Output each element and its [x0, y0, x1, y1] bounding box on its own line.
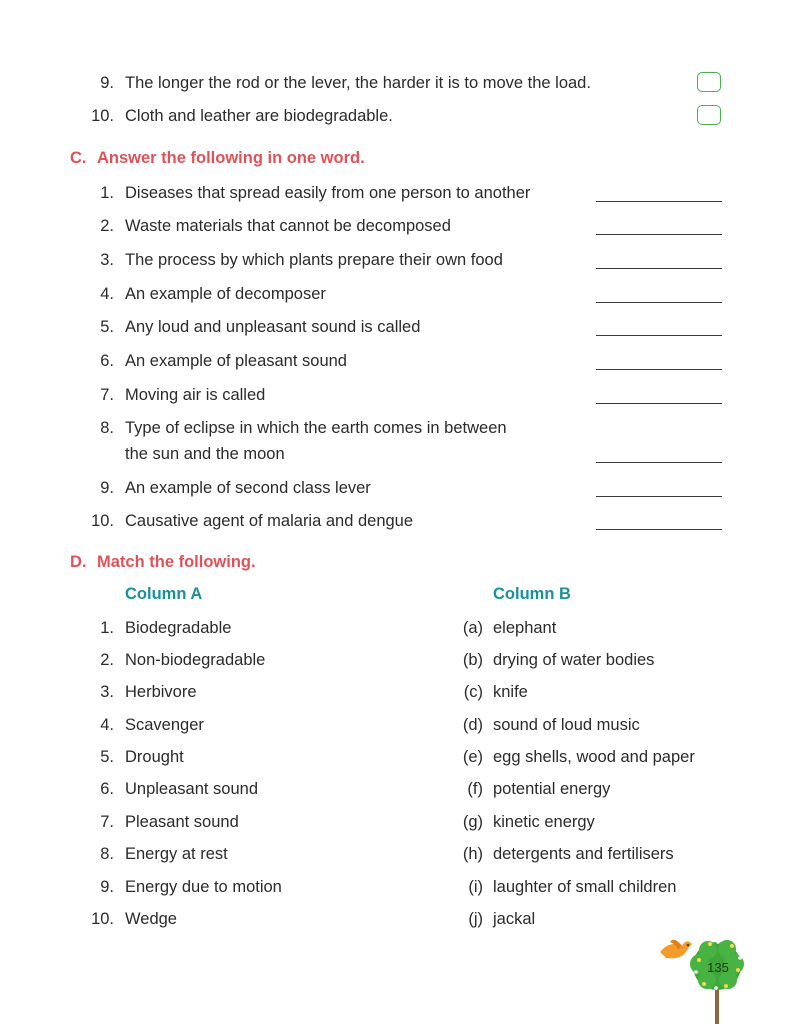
item-number: 10.	[91, 910, 114, 928]
item-text: Wedge	[125, 910, 177, 928]
question-text: Any loud and unpleasant sound is called	[125, 318, 421, 336]
bird-icon	[660, 940, 692, 959]
answer-blank[interactable]	[596, 234, 722, 235]
section-c-heading	[70, 149, 365, 168]
item-text: kinetic energy	[493, 813, 595, 831]
question-text: Causative agent of malaria and dengue	[125, 512, 414, 530]
question-text: An example of second class lever	[125, 479, 371, 497]
item-letter: (b)	[462, 651, 483, 669]
item-text: Non-biodegradable	[125, 651, 266, 669]
question-text: Waste materials that cannot be decomposed	[125, 217, 451, 235]
column-b-item	[456, 779, 756, 799]
item-text: detergents and fertilisers	[493, 845, 674, 863]
item-text: Herbivore	[125, 683, 197, 701]
item-text: Biodegradable	[125, 619, 232, 637]
page-number: 135	[707, 960, 729, 975]
item-letter: (i)	[468, 878, 483, 896]
column-b-item	[456, 844, 756, 864]
question-number: 2.	[100, 217, 114, 235]
column-b-item	[456, 812, 756, 832]
question-number: 10.	[91, 512, 114, 530]
item-number: 9.	[100, 878, 114, 896]
item-number: 1.	[100, 619, 114, 637]
item-text: sound of loud music	[493, 716, 640, 734]
item-text: jackal	[493, 910, 536, 928]
item-number: 4.	[100, 716, 114, 734]
column-a-heading: Column A	[125, 585, 203, 603]
question-text: An example of pleasant sound	[125, 352, 347, 370]
answer-blank[interactable]	[596, 369, 722, 370]
question-number: 3.	[100, 251, 114, 269]
item-number: 7.	[100, 813, 114, 831]
column-b-item	[456, 715, 756, 735]
section-title: Match the following.	[97, 553, 256, 571]
item-text: laughter of small children	[493, 878, 677, 896]
column-b-item	[456, 909, 756, 929]
answer-blank[interactable]	[596, 201, 722, 202]
question-number: 10.	[91, 107, 114, 125]
item-letter: (e)	[462, 748, 483, 766]
item-number: 6.	[100, 780, 114, 798]
item-letter: (c)	[463, 683, 483, 701]
item-text: Unpleasant sound	[125, 780, 259, 798]
column-b-item	[456, 877, 756, 897]
answer-blank[interactable]	[596, 302, 722, 303]
item-text: knife	[493, 683, 528, 701]
item-letter: (j)	[468, 910, 483, 928]
section-label: D.	[70, 553, 87, 571]
question-number: 9.	[100, 74, 114, 92]
answer-box[interactable]	[697, 105, 721, 125]
item-number: 5.	[100, 748, 114, 766]
section-title: Answer the following in one word.	[97, 149, 365, 167]
item-letter: (g)	[462, 813, 483, 831]
question-text: The process by which plants prepare their own food	[125, 251, 503, 269]
item-number: 3.	[100, 683, 114, 701]
section-d-heading	[70, 553, 256, 572]
question-number: 1.	[100, 184, 114, 202]
answer-blank[interactable]	[596, 496, 722, 497]
answer-blank[interactable]	[596, 462, 722, 463]
answer-blank[interactable]	[596, 335, 722, 336]
question-text: Moving air is called	[125, 386, 266, 404]
question-number: 8.	[100, 419, 114, 437]
item-letter: (h)	[462, 845, 483, 863]
answer-box[interactable]	[697, 72, 721, 92]
answer-blank[interactable]	[596, 529, 722, 530]
item-text: drying of water bodies	[493, 651, 655, 669]
column-b-heading: Column B	[493, 585, 571, 603]
answer-blank[interactable]	[596, 268, 722, 269]
item-text: Drought	[125, 748, 184, 766]
item-text: Pleasant sound	[125, 813, 239, 831]
question-text: the sun and the moon	[125, 445, 285, 463]
section-label: C.	[70, 149, 87, 167]
tree-trunk	[715, 986, 719, 1024]
item-text: egg shells, wood and paper	[493, 748, 695, 766]
column-b-item	[456, 618, 756, 638]
column-b-item	[456, 650, 756, 670]
question-text: Type of eclipse in which the earth comes in between	[125, 419, 507, 437]
question-number: 4.	[100, 285, 114, 303]
question-number: 7.	[100, 386, 114, 404]
question-number: 6.	[100, 352, 114, 370]
column-b-item	[456, 682, 756, 702]
answer-blank[interactable]	[596, 403, 722, 404]
item-text: potential energy	[493, 780, 611, 798]
question-number: 5.	[100, 318, 114, 336]
question-text: The longer the rod or the lever, the harder it is to move the load.	[125, 74, 591, 92]
question-text: Cloth and leather are biodegradable.	[125, 107, 393, 125]
item-text: elephant	[493, 619, 557, 637]
item-letter: (d)	[462, 716, 483, 734]
question-text: An example of decomposer	[125, 285, 326, 303]
item-letter: (a)	[462, 619, 483, 637]
page-number-tree-icon	[652, 930, 752, 1024]
question-number: 9.	[100, 479, 114, 497]
item-number: 8.	[100, 845, 114, 863]
item-text: Energy at rest	[125, 845, 228, 863]
item-letter: (f)	[467, 780, 483, 798]
question-text: Diseases that spread easily from one person to another	[125, 184, 531, 202]
column-b-item	[456, 747, 756, 767]
item-text: Scavenger	[125, 716, 204, 734]
item-text: Energy due to motion	[125, 878, 282, 896]
item-number: 2.	[100, 651, 114, 669]
